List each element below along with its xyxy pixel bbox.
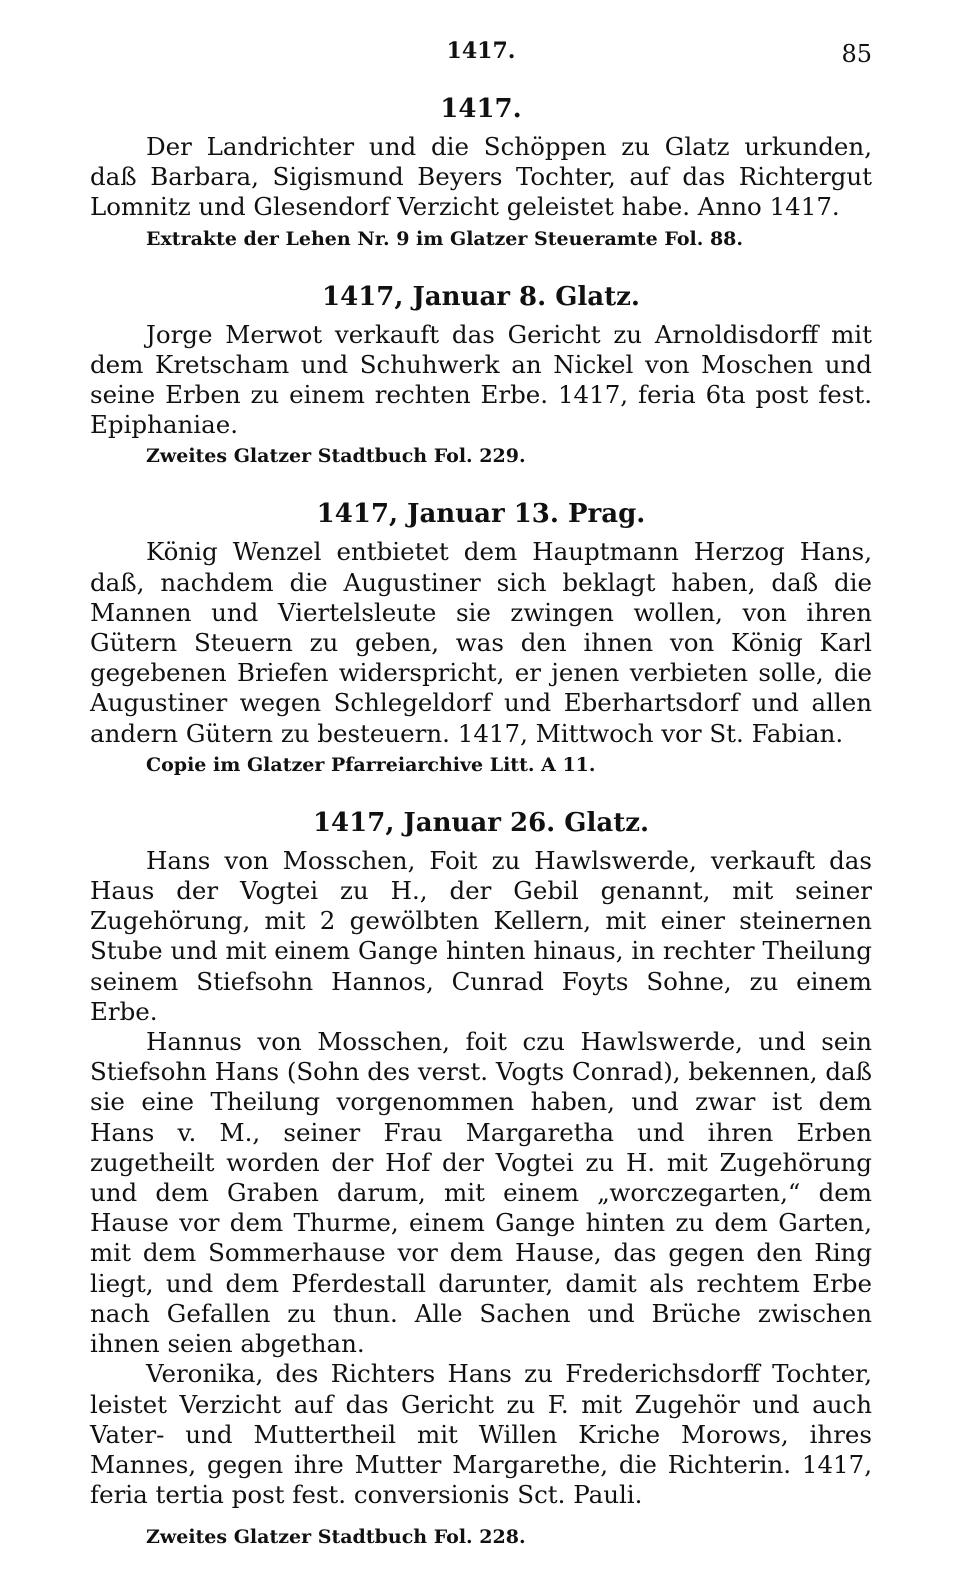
entry-heading: 1417, Januar 8. Glatz.	[322, 281, 640, 312]
entry-1417-januar-26	[90, 806, 872, 1550]
entry-1417-januar-8	[90, 280, 872, 470]
entry-paragraph: König Wenzel entbietet dem Hauptmann Herzog Hans, daß, nachdem die Augustiner sich beklagt haben, daß die Mannen und Viertelsleute sie zwingen wollen, von ihren Gütern Steuern zu geben, was den ihnen von König Karl gegebenen Briefen widerspricht, er jenen verbieten solle, die Augustiner wegen Schlegeldorf und Eberhartsdorf und allen andern Gütern zu besteuern. 1417, Mittwoch vor St. Fabian.	[90, 537, 872, 748]
running-header	[90, 38, 872, 72]
entry-heading: 1417, Januar 26. Glatz.	[312, 807, 650, 838]
page-number: 85	[841, 40, 872, 68]
entry-paragraph: Hannus von Mosschen, foit czu Hawlswerde, und sein Stiefsohn Hans (Sohn des verst. Vogts Conrad), bekennen, daß sie eine Theilung vorgenommen haben, und zwar ist dem Hans v. M., seiner Frau Margaretha und ihren Erben zugetheilt worden der Hof der Vogtei zu H. mit Zugehörung und dem Graben darum, mit einem „worczegarten,“ dem Hause vor dem Thurme, einem Gange hinten zu dem Garten, mit dem Sommerhause vor dem Hause, das gegen den Ring liegt, und dem Pferdestall darunter, damit als rechtem Erbe nach Gefallen zu thun. Alle Sachen und Brüche zwischen ihnen seien abgethan.	[90, 1027, 872, 1359]
entry-heading: 1417, Januar 13. Prag.	[316, 499, 646, 530]
entry-heading: 1417.	[440, 94, 522, 124]
entry-source: Extrakte der Lehen Nr. 9 im Glatzer Steueramte Fol. 88.	[146, 227, 744, 250]
entry-paragraph: Der Landrichter und die Schöppen zu Glatz urkunden, daß Barbara, Sigismund Beyers Tochter, auf das Richtergut Lomnitz und Glesendorf Verzicht geleistet habe. Anno 1417.	[90, 132, 872, 222]
document-page	[90, 0, 872, 1549]
entry-paragraph: Hans von Mosschen, Foit zu Hawlswerde, verkauft das Haus der Vogtei zu H., der Gebil genannt, mit seiner Zugehörung, mit 2 gewölbten Kellern, mit einer steinernen Stube und mit einem Gange hinten hinaus, in rechter Theilung seinem Stiefsohn Hannos, Cunrad Foyts Sohne, zu einem Erbe.	[90, 845, 872, 1026]
entry-source: Zweites Glatzer Stadtbuch Fol. 228.	[146, 1526, 526, 1549]
entry-paragraph: Jorge Merwot verkauft das Gericht zu Arnoldisdorff mit dem Kretscham und Schuhwerk an Nickel von Moschen und seine Erben zu einem rechten Erbe. 1417, feria 6ta post fest. Epiphaniae.	[90, 319, 872, 440]
entry-source: Copie im Glatzer Pfarreiarchive Litt. A 11.	[146, 753, 596, 776]
entry-source: Zweites Glatzer Stadtbuch Fol. 229.	[146, 445, 526, 468]
entry-1417-januar-13	[90, 497, 872, 777]
entry-paragraph: Veronika, des Richters Hans zu Frederichsdorff Tochter, leistet Verzicht auf das Gericht zu F. mit Zugehör und auch Vater- und Muttertheil mit Willen Kriche Morows, ihres Mannes, gegen ihre Mutter Margarethe, die Richterin. 1417, feria tertia post fest. conversionis Sct. Pauli.	[90, 1359, 872, 1510]
entry-1417	[90, 92, 872, 252]
running-title: 1417.	[446, 38, 516, 64]
document-body	[90, 92, 872, 1578]
